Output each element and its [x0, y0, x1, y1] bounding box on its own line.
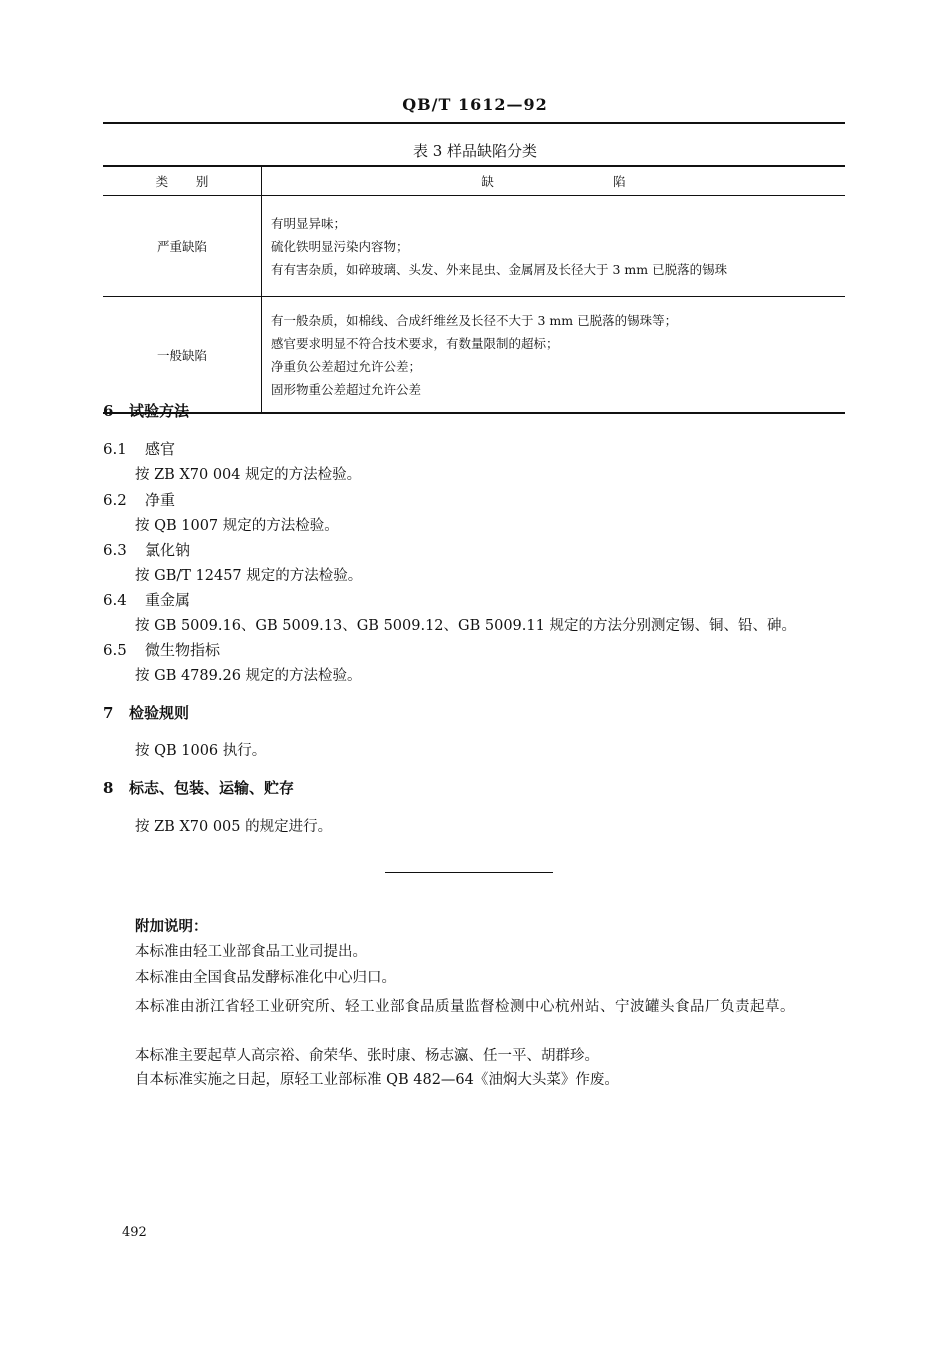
subsection-6-1-text: 按 ZB X70 004 规定的方法检验。 [135, 467, 362, 483]
subsection-title: 氯化钠 [145, 541, 191, 559]
notes-heading: 附加说明： [135, 918, 208, 935]
subsection-6-5-text: 按 GB 4789.26 规定的方法检验。 [135, 668, 362, 684]
section-6-heading [103, 400, 189, 421]
section-7-heading [103, 702, 189, 723]
defect-item: 有一般杂质，如棉线、合成纤维丝及长径不大于 3 mm 已脱落的锡珠等； [271, 312, 678, 328]
section-number: 8 [103, 779, 114, 797]
column-header-defects: 缺 陷 [262, 166, 846, 196]
section-8-heading [103, 777, 294, 798]
end-rule [385, 872, 553, 873]
subsection-number: 6.1 [103, 440, 127, 458]
subsection-6-3-text: 按 GB/T 12457 规定的方法检验。 [135, 568, 363, 584]
note-line: 自本标准实施之日起，原轻工业部标准 QB 482—64《油焖大头菜》作废。 [135, 1072, 619, 1088]
subsection-title: 净重 [145, 491, 176, 509]
defect-item: 有明显异味； [271, 215, 347, 231]
subsection-6-2-text: 按 QB 1007 规定的方法检验。 [135, 518, 339, 534]
section-8-text: 按 ZB X70 005 的规定进行。 [135, 819, 333, 835]
category-serious: 严重缺陷 [156, 239, 207, 254]
subsection-title: 微生物指标 [145, 641, 221, 659]
note-line-wrapped: 本标准由浙江省轻工业研究所、轻工业部食品质量监督检测中心杭州站、宁波罐头食品厂负责起草。 [135, 999, 795, 1015]
section-7-text: 按 QB 1006 执行。 [135, 743, 267, 759]
note-line: 本标准由全国食品发酵标准化中心归口。 [135, 970, 396, 986]
table-row-serious [103, 196, 845, 297]
subsection-number: 6.4 [103, 591, 127, 609]
defect-item: 感官要求明显不符合技术要求，有数量限制的超标； [271, 335, 559, 351]
document-code: QB/T 1612—92 [402, 95, 548, 114]
section-number: 7 [103, 704, 114, 722]
subsection-6-4-text: 按 GB 5009.16、GB 5009.13、GB 5009.12、GB 5009.11 规定的方法分别测定锡、铜、铅、砷。 [135, 618, 796, 634]
note-line: 本标准由轻工业部食品工业司提出。 [135, 944, 367, 960]
section-number: 6 [103, 402, 114, 420]
defects-general [262, 297, 846, 414]
table-row-general [103, 297, 845, 414]
defect-classification-table [103, 165, 845, 414]
defect-item: 硫化铁明显污染内容物； [271, 238, 409, 254]
table-header-row [103, 166, 845, 196]
table-caption: 表 3 样品缺陷分类 [412, 142, 538, 160]
subsection-6-1-heading [103, 438, 175, 459]
subsection-6-3-heading [103, 539, 190, 560]
section-title: 试验方法 [129, 402, 190, 420]
section-title: 标志、包装、运输、贮存 [129, 779, 295, 797]
subsection-6-2-heading [103, 489, 175, 510]
subsection-6-4-heading [103, 589, 190, 610]
defect-item: 固形物重公差超过允许公差 [271, 381, 422, 397]
subsection-number: 6.5 [103, 641, 127, 659]
subsection-title: 感官 [145, 440, 176, 458]
category-general: 一般缺陷 [156, 347, 207, 363]
note-line: 本标准主要起草人高宗裕、俞荣华、张时康、杨志瀛、任一平、胡群珍。 [135, 1048, 599, 1064]
page-number: 492 [122, 1225, 147, 1240]
defects-serious [262, 196, 846, 297]
subsection-6-5-heading [103, 639, 220, 660]
header-rule [103, 122, 845, 124]
section-title: 检验规则 [129, 704, 190, 722]
defect-item: 有有害杂质，如碎玻璃、头发、外来昆虫、金属屑及长径大于 3 mm 已脱落的锡珠 [271, 261, 728, 277]
subsection-number: 6.3 [103, 541, 127, 559]
defect-item: 净重负公差超过允许公差； [271, 358, 422, 374]
subsection-number: 6.2 [103, 491, 127, 509]
subsection-title: 重金属 [145, 591, 191, 609]
column-header-category: 类 别 [155, 174, 209, 189]
